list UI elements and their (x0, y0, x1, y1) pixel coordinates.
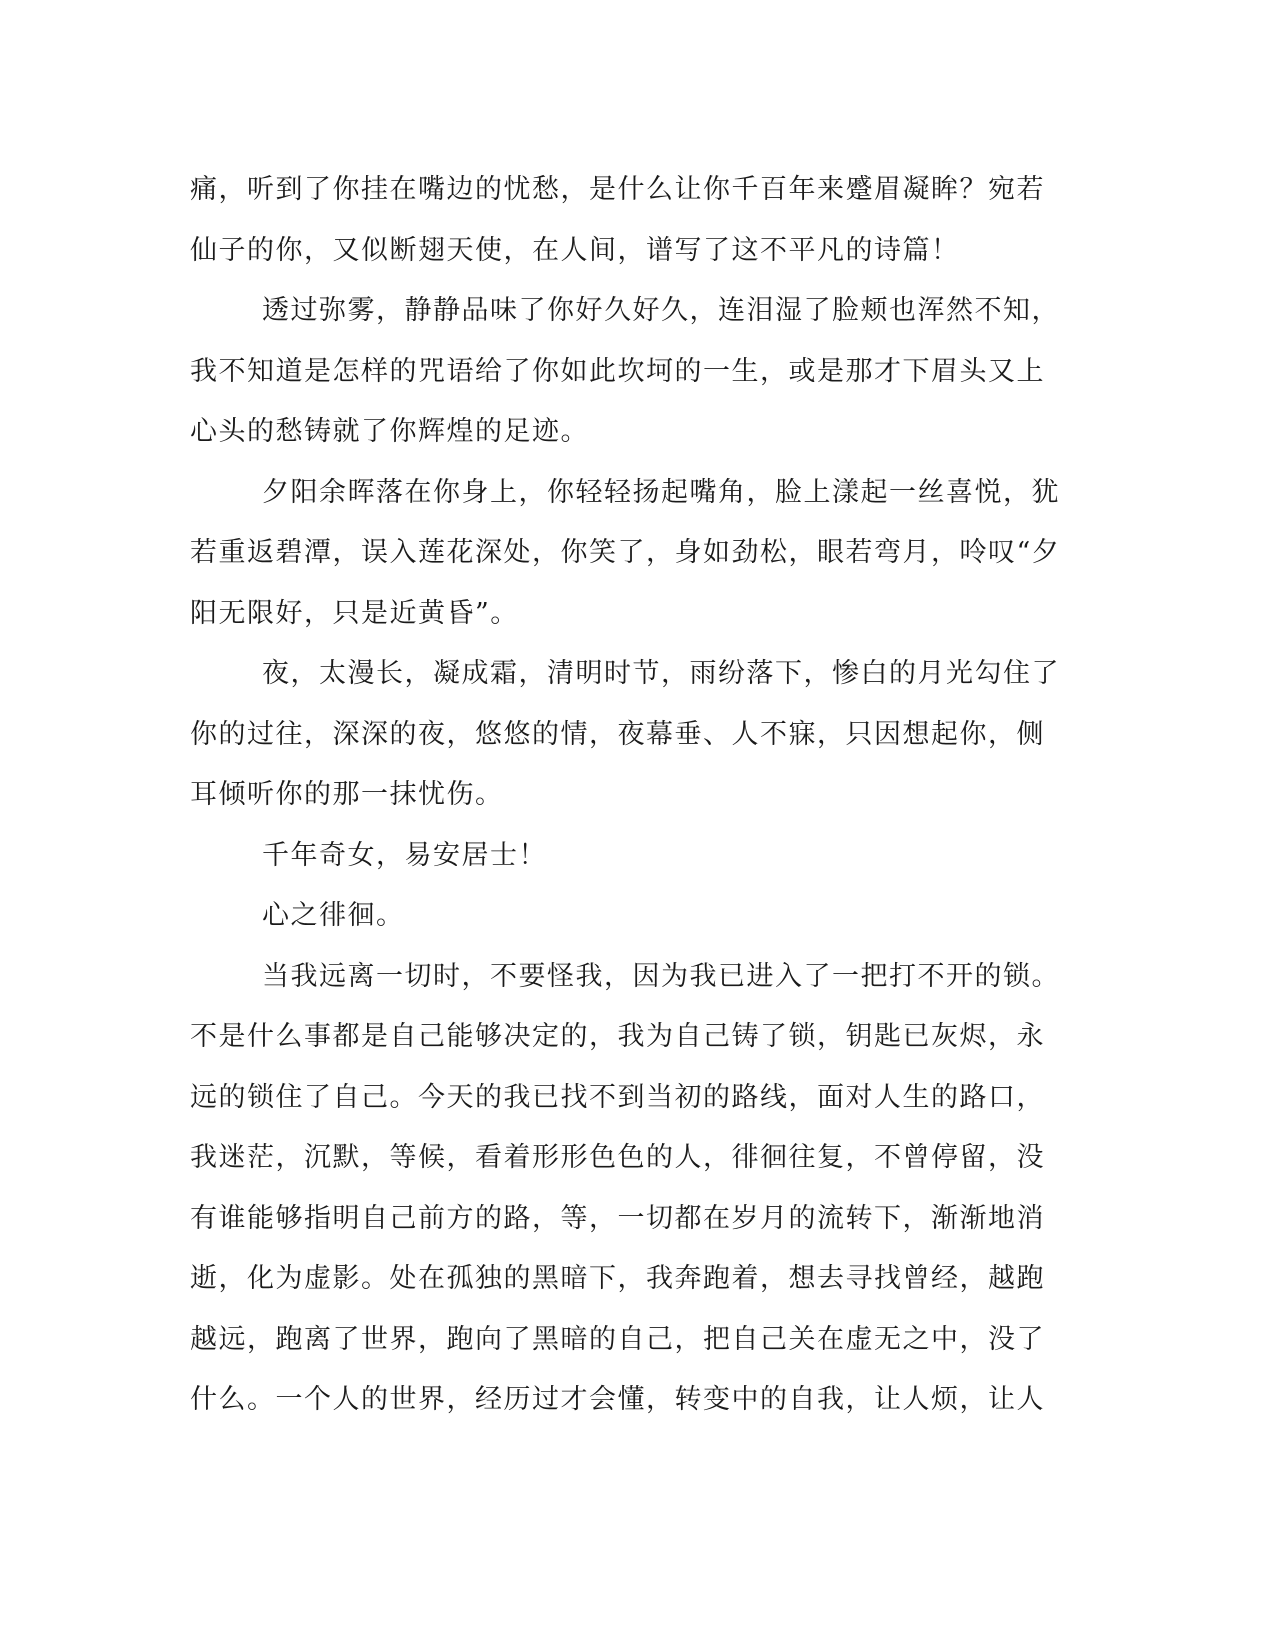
text-line: 若重返碧潭，误入莲花深处，你笑了，身如劲松，眼若弯月，呤叹“夕 (190, 537, 1061, 568)
text-line: 我不知道是怎样的咒语给了你如此坎坷的一生，或是那才下眉头又上 (190, 355, 1045, 387)
text-line: 逝，化为虚影。处在孤独的黑暗下，我奔跑着，想去寻找曾经，越跑 (190, 1263, 1045, 1294)
text-line: 不是什么事都是自己能够决定的，我为自己铸了锁，钥匙已灰烬，永 (190, 1021, 1045, 1052)
text-line: 远的锁住了自己。今天的我已找不到当初的路线，面对人生的路口， (190, 1081, 1045, 1113)
paragraph (190, 463, 1090, 645)
text-line: 仙子的你，又似断翅天使，在人间，谱写了这不平凡的诗篇！ (190, 234, 960, 266)
text-line: 痛，听到了你挂在嘴边的忧愁，是什么让你千百年来蹙眉凝眸？宛若 (190, 174, 1045, 205)
text-line: 阳无限好，只是近黄昏”。 (190, 597, 519, 629)
text-line: 透过弥雾，静静品味了你好久好久，连泪湿了脸颊也浑然不知， (262, 295, 1060, 326)
text-line: 什么。一个人的世界，经历过才会懂，转变中的自我，让人烦，让人 (190, 1384, 1045, 1415)
text-line: 夜，太漫长，凝成霜，清明时节，雨纷落下，惨白的月光勾住了 (262, 658, 1060, 689)
paragraph (190, 947, 1090, 1431)
text-line: 心之徘徊。 (262, 900, 405, 931)
text-line: 我迷茫，沉默，等候，看着形形色色的人，徘徊往复，不曾停留，没 (190, 1142, 1045, 1173)
text-line: 夕阳余晖落在你身上，你轻轻扬起嘴角，脸上漾起一丝喜悦，犹 (262, 476, 1060, 508)
paragraph (190, 644, 1090, 826)
paragraph (190, 160, 1090, 281)
paragraph (190, 826, 1090, 887)
text-line: 越远，跑离了世界，跑向了黑暗的自己，把自己关在虚无之中，没了 (190, 1323, 1045, 1355)
text-line: 当我远离一切时，不要怪我，因为我已进入了一把打不开的锁。 (262, 960, 1060, 992)
document-body (190, 160, 1090, 1431)
paragraph (190, 281, 1090, 463)
text-line: 耳倾听你的那一抹忧伤。 (190, 779, 504, 810)
text-line: 心头的愁铸就了你辉煌的足迹。 (190, 416, 589, 447)
text-line: 你的过往，深深的夜，悠悠的情，夜幕垂、人不寐，只因想起你，侧 (190, 718, 1045, 750)
section-heading (190, 886, 1090, 947)
text-line: 千年奇女，易安居士！ (262, 839, 547, 871)
text-line: 有谁能够指明自己前方的路，等，一切都在岁月的流转下，渐渐地消 (190, 1202, 1045, 1234)
